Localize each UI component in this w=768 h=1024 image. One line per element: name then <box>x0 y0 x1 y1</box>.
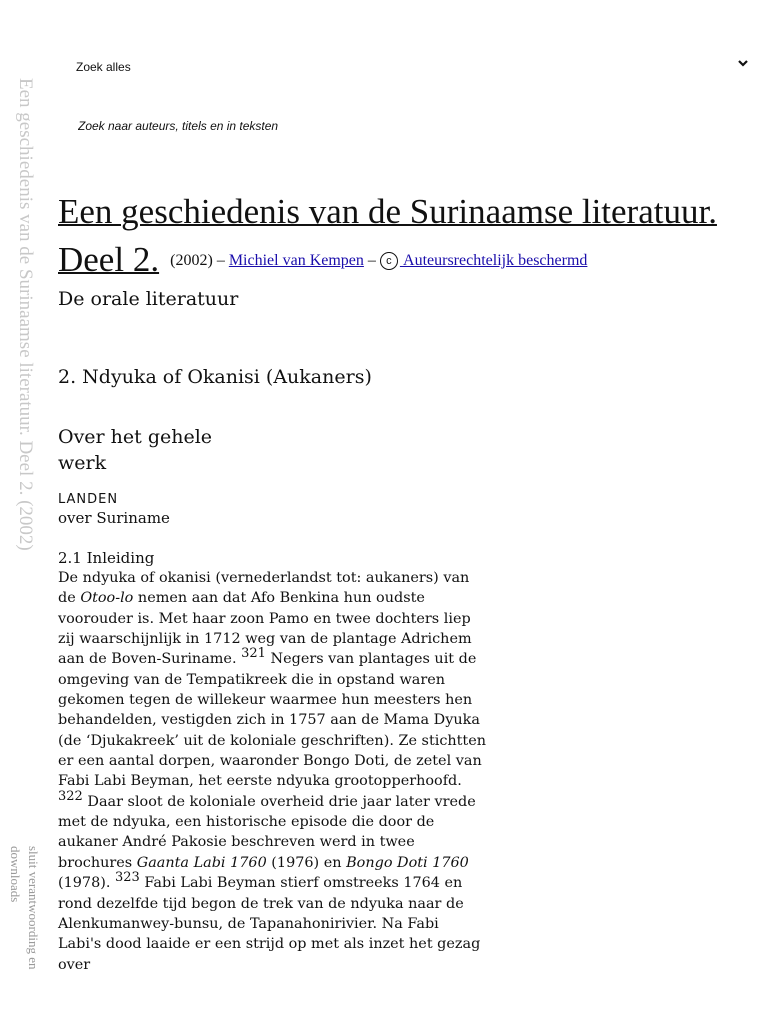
body-text-segment: (1976) en <box>266 854 347 871</box>
body-line <box>58 870 490 893</box>
footnote-marker[interactable]: 322 <box>58 788 83 804</box>
work-info-heading: Over het gehele werk <box>58 426 213 474</box>
footnote-marker[interactable]: 321 <box>241 646 266 662</box>
body-line <box>58 710 490 730</box>
chapter-title: 2. Ndyuka of Okanisi (Aukaners) <box>58 366 372 388</box>
countries-label: LANDEN <box>58 492 119 507</box>
body-line <box>58 670 490 690</box>
body-text-segment: met de ndyuka, een historische episode die door de <box>58 814 435 831</box>
body-text-segment: aukaner André Pakosie beschreven werd in twee <box>58 834 415 851</box>
body-text-segment: zij waarschijnlijk in 1712 weg van de plantage Adrichem <box>58 631 472 648</box>
body-text-segment: (1978). <box>58 875 116 892</box>
body-line <box>58 690 490 710</box>
body-text-segment: brochures <box>58 854 137 871</box>
meta-dash: – <box>367 252 376 269</box>
body-text-segment: De ndyuka of okanisi (vernederlandst tot: aukaners) van <box>58 570 470 586</box>
body-text-segment: Fabi Labi Beyman stierf omstreeks 1764 en <box>139 875 463 892</box>
search-scope-label: Zoek alles <box>76 60 131 74</box>
body-text-segment: de <box>58 590 81 607</box>
italic-title: Otoo-lo <box>80 590 134 607</box>
body-line <box>58 934 490 954</box>
body-text-segment: voorouder is. Met haar zoon Pamo en twee dochters liep <box>58 610 471 627</box>
body-line <box>58 731 490 751</box>
body-text-segment: Fabi Labi Beyman, het eerste ndyuka grootopperhoofd. <box>58 773 462 790</box>
search-scope-select[interactable] <box>76 60 752 80</box>
body-text-segment: Daar sloot de koloniale overheid drie jaar later vrede <box>82 793 476 810</box>
body-line <box>58 955 490 975</box>
search-input[interactable] <box>72 116 744 136</box>
body-line <box>58 914 490 934</box>
body-line <box>58 629 490 649</box>
body-line <box>58 568 490 588</box>
body-line <box>58 771 490 791</box>
body-line <box>58 646 490 669</box>
vertical-document-title: Een geschiedenis van de Surinaamse literatuur. Deel 2. (2002) <box>15 78 36 551</box>
body-text-segment: Negers van plantages uit de <box>265 651 477 668</box>
body-text-segment: Labi's dood laaide er een strijd op met als inzet het gezag <box>58 936 481 953</box>
body-line <box>58 812 490 832</box>
countries-value[interactable]: over Suriname <box>58 509 170 527</box>
body-text-segment: over <box>58 956 91 973</box>
italic-title: Gaanta Labi 1760 <box>136 854 267 871</box>
copyright-link[interactable] <box>380 252 588 269</box>
title-link[interactable]: Een geschiedenis van de Surinaamse literatuur. <box>58 192 717 231</box>
body-line <box>58 832 490 852</box>
copyright-label: Auteursrechtelijk beschermd <box>399 252 588 269</box>
body-text-segment: (de ‘Djukakreek’ uit de koloniale geschriften). Ze stichtten <box>58 732 487 749</box>
close-downloads-link[interactable]: sluit verantwoording en downloads <box>8 846 41 970</box>
page-title <box>58 188 768 236</box>
publication-meta <box>170 252 587 269</box>
body-text-segment: behandelden, vestigden zich in 1757 aan de Mama Dyuka <box>58 712 480 729</box>
body-line <box>58 751 490 771</box>
body-text-segment: gekomen tegen de willekeur waarmee hun meesters hen <box>58 692 473 709</box>
body-line <box>58 894 490 914</box>
body-line <box>58 588 490 608</box>
copyright-icon: c <box>380 252 398 270</box>
body-line <box>58 788 490 812</box>
section-heading: 2.1 Inleiding <box>58 549 155 567</box>
chevron-down-icon <box>736 56 750 70</box>
section-body <box>58 568 490 975</box>
body-text-segment: nemen aan dat Afo Benkina hun oudste <box>133 590 425 607</box>
publication-year: (2002) – <box>170 252 225 269</box>
section-subtitle: De orale literatuur <box>58 288 239 310</box>
italic-title: Bongo Doti 1760 <box>346 854 469 871</box>
body-text-segment: aan de Boven-Suriname. <box>58 651 242 668</box>
body-line <box>58 609 490 629</box>
footnote-marker[interactable]: 323 <box>115 870 140 886</box>
body-text-segment: omgeving van de Tempatikreek die in opstand waren <box>58 671 446 688</box>
body-text-segment: Alenkumanwey-bunsu, de Tapanahonirivier. Na Fabi <box>58 915 439 932</box>
author-link[interactable]: Michiel van Kempen <box>228 252 364 269</box>
title-meta-line <box>58 240 587 280</box>
body-text-segment: er een aantal dorpen, waaronder Bongo Doti, de zetel van <box>58 753 482 770</box>
title-part-link[interactable]: Deel 2. <box>58 240 160 279</box>
body-text-segment: rond dezelfde tijd begon de trek van de ndyuka naar de <box>58 895 464 912</box>
